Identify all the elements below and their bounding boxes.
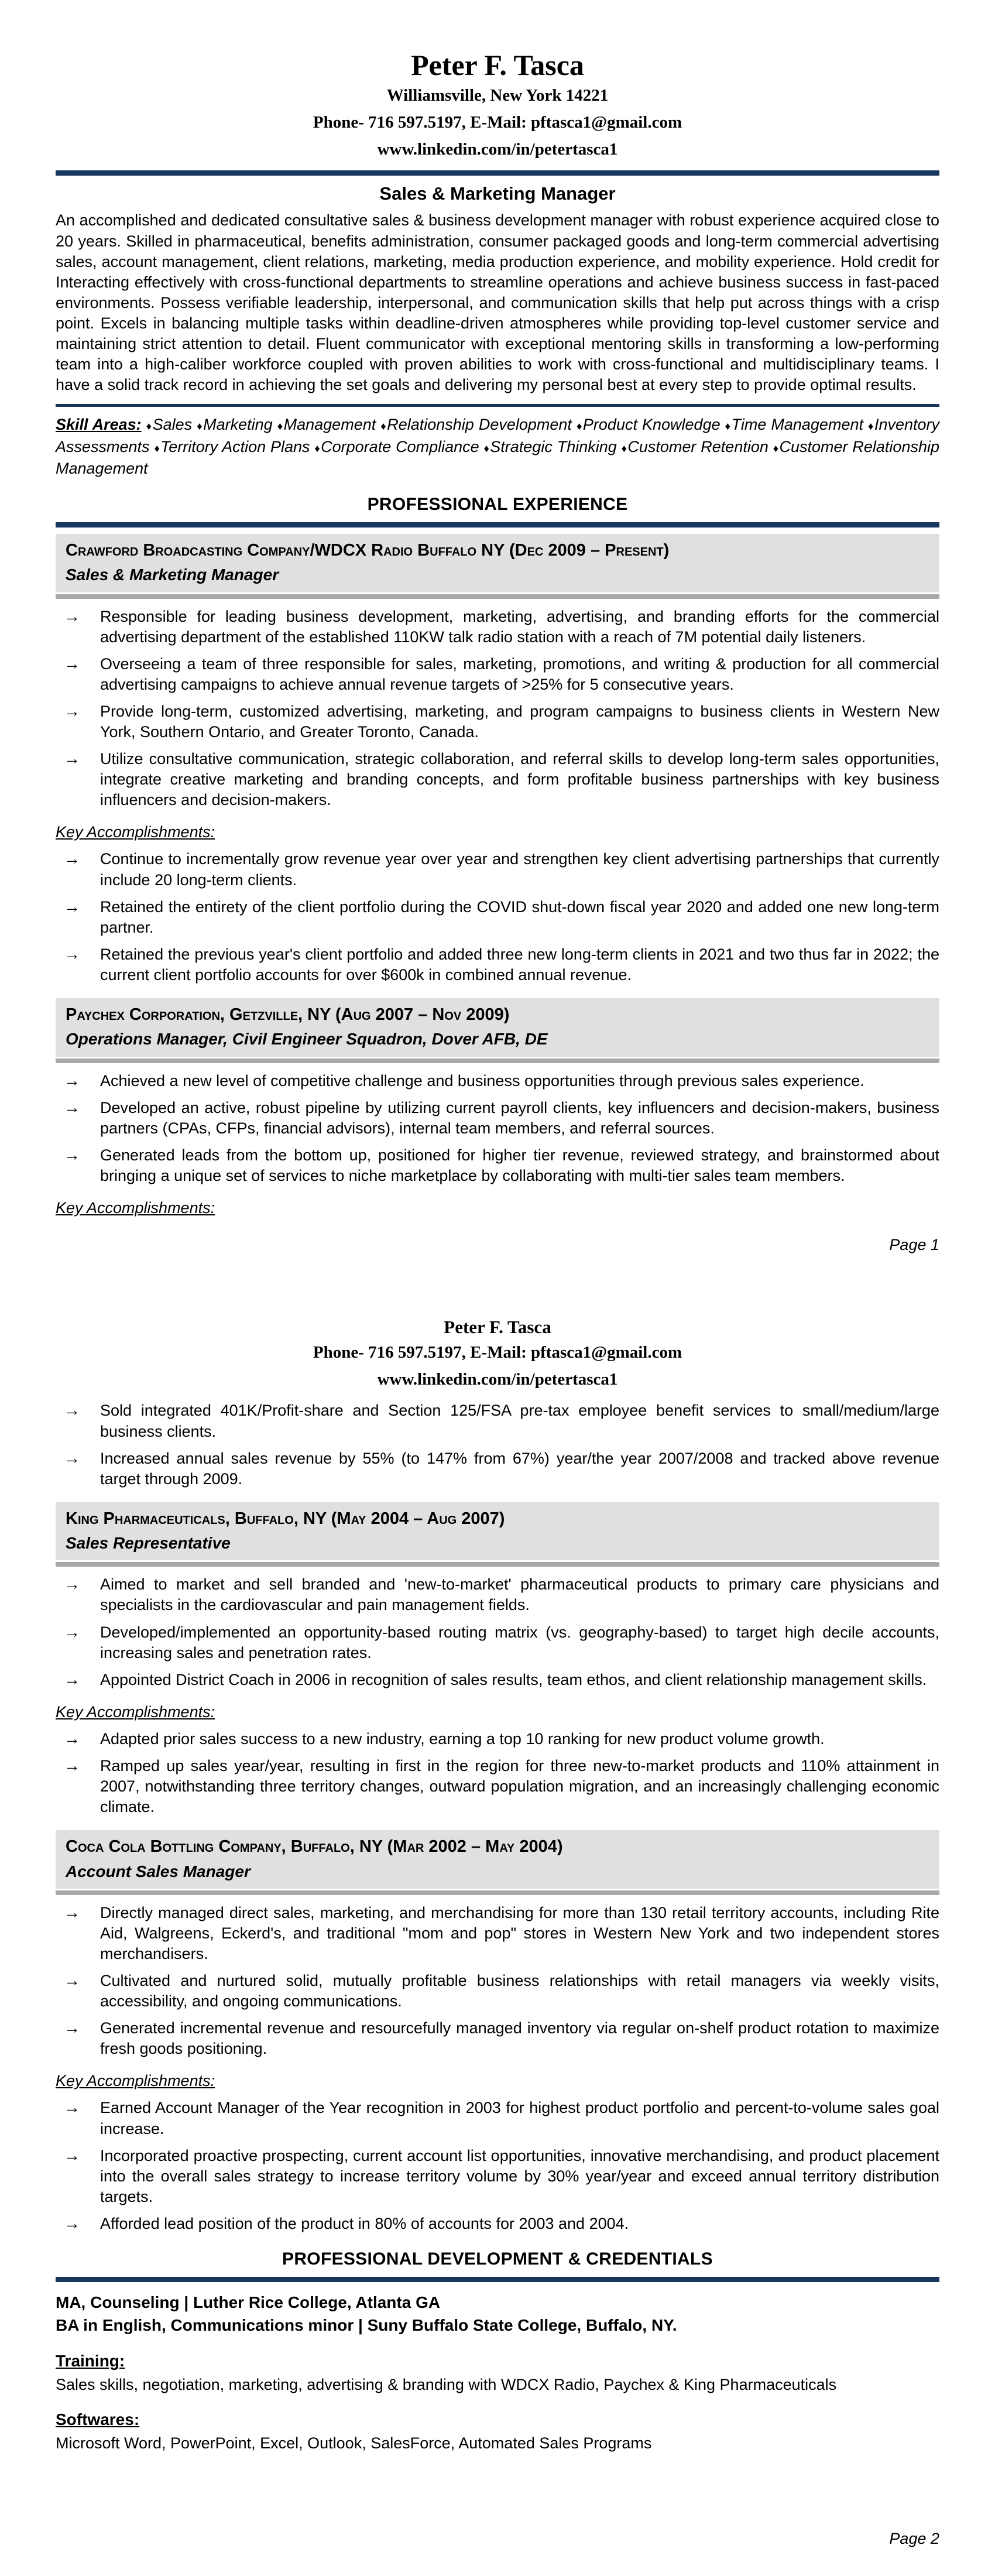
company-line: Paychex Corporation, Getzville, NY (Aug 2007 – Nov 2009) <box>66 1005 510 1024</box>
phone-email-line: Phone- 716 597.5197, E-Mail: pftasca1@gmail.com <box>313 1342 682 1362</box>
bullet-item: → Developed/implemented an opportunity-based routing matrix (vs. geography-based) to target high decile accounts, increasing sales and penetration rates. <box>56 1622 939 1663</box>
skill-item: ♦ Relationship Development <box>380 416 572 433</box>
skill-item: ♦ Corporate Compliance <box>314 438 479 455</box>
experience-divider <box>56 522 939 527</box>
summary-divider <box>56 404 939 407</box>
accomplishment-list <box>56 1400 939 1489</box>
resume-header-page2 <box>56 1288 939 1393</box>
bullet-item: → Adapted prior sales success to a new industry, earning a top 10 ranking for new product volume growth. <box>56 1729 939 1749</box>
section-heading-development: PROFESSIONAL DEVELOPMENT & CREDENTIALS <box>282 2249 713 2269</box>
page-number: Page 1 <box>889 1236 939 1253</box>
skill-item: ♦ Product Knowledge <box>577 416 720 433</box>
summary-paragraph: An accomplished and dedicated consultative sales & business development manager with robust experience acquired close to 20 years. Skilled in pharmaceutical, benefits administration, consumer packaged goods and long-term commercial advertising sales, account management, client relations, marketing, media production experience, and mobility experience. Hold credit for Interacting effectively with cross-functional departments to streamline operations and achieve business success in fast-paced environments. Possess verifiable leadership, interpersonal, and communication skills that help put across things with a crisp point. Excels in balancing multiple tasks within deadline-driven atmospheres while providing top-level customer service and maintaining strict attention to detail. Fluent communicator with exceptional mentoring skills in transforming a low-performing team into a high-caliber workforce coupled with proven abilities to work with cross-functional and multidisciplinary teams. I have a solid track record in achieving the set goals and delivering my personal best at every step to provide optimal results. <box>56 211 939 394</box>
skill-item: ♦ Management <box>277 416 376 433</box>
candidate-name: Peter F. Tasca <box>411 49 584 81</box>
phone-email-line: Phone- 716 597.5197, E-Mail: pftasca1@gmail.com <box>313 112 682 132</box>
education-line-ma: MA, Counseling | Luther Rice College, Atlanta GA <box>56 2293 441 2311</box>
job-bullet-list <box>56 607 939 811</box>
training-text: Sales skills, negotiation, marketing, advertising & branding with WDCX Radio, Paychex & King Pharmaceuticals <box>56 2376 837 2394</box>
linkedin-line: www.linkedin.com/in/petertasca1 <box>377 1369 618 1389</box>
skill-item: ♦ Territory Action Plans <box>154 438 310 455</box>
bullet-item: → Sold integrated 401K/Profit-share and Section 125/FSA pre-tax employee benefit services to small/medium/large business clients. <box>56 1400 939 1441</box>
job-header-paychex <box>56 998 939 1057</box>
skill-areas-label: Skill Areas: <box>56 416 142 434</box>
bullet-item: → Generated leads from the bottom up, positioned for higher tier revenue, reviewed strategy, and brainstormed about bringing a unique set of services to niche marketplace by collaborating with multi-tier sales team members. <box>56 1145 939 1186</box>
accomplishment-list <box>56 2098 939 2234</box>
bullet-item: → Directly managed direct sales, marketing, and merchandising for more than 130 retail territory accounts, including Rite Aid, Walgreens, Eckerd's, and traditional "mom and pop" stores in Western New York and two independent stores merchandisers. <box>56 1903 939 1964</box>
page-number: Page 2 <box>889 2530 939 2547</box>
skill-item: ♦ Inventory Assessments <box>56 416 939 455</box>
training-label: Training: <box>56 2352 125 2371</box>
bullet-item: → Retained the previous year's client portfolio and added three new long-term clients in 2021 and two thus far in 2022; the current client portfolio accounts for over $600k in combined annual revenue. <box>56 944 939 985</box>
bullet-item: → Overseeing a team of three responsible for sales, marketing, promotions, and writing & production for all commercial advertising campaigns to achieve annual revenue targets of >25% for 5 consecutive years. <box>56 654 939 695</box>
skill-item: ♦ Strategic Thinking <box>484 438 617 455</box>
job-header-underline <box>56 1562 939 1567</box>
accomplishment-list <box>56 1729 939 1817</box>
page-2 <box>0 1288 995 2576</box>
development-divider <box>56 2277 939 2282</box>
bullet-item: → Provide long-term, customized advertising, marketing, and program campaigns to business clients in Western New York, Southern Ontario, and Greater Toronto, Canada. <box>56 701 939 742</box>
skill-item: ♦ Sales <box>146 416 192 433</box>
job-title: Operations Manager, Civil Engineer Squadron, Dover AFB, DE <box>66 1030 548 1049</box>
job-bullet-list <box>56 1903 939 2060</box>
skill-item: ♦ Customer Relationship Management <box>56 438 939 477</box>
job-header-underline <box>56 594 939 599</box>
company-line: Crawford Broadcasting Company/WDCX Radio Buffalo NY (Dec 2009 – Present) <box>66 541 670 560</box>
bullet-item: → Ramped up sales year/year, resulting in first in the region for three new-to-market products and 110% attainment in 2007, notwithstanding three territory changes, outward population migration, and an increasingly challenging economic climate. <box>56 1756 939 1817</box>
key-accomplishments-label: Key Accomplishments: <box>56 1703 215 1721</box>
job-header-underline <box>56 1890 939 1895</box>
key-accomplishments-label: Key Accomplishments: <box>56 2072 215 2090</box>
bullet-item: → Cultivated and nurtured solid, mutually profitable business relationships with retail managers via weekly visits, accessibility, and ongoing communications. <box>56 1971 939 2012</box>
bullet-item: → Earned Account Manager of the Year recognition in 2003 for highest product portfolio and percent-to-volume sales goal increase. <box>56 2098 939 2139</box>
linkedin-line: www.linkedin.com/in/petertasca1 <box>377 139 618 159</box>
accomplishment-list <box>56 849 939 985</box>
bullet-item: → Afforded lead position of the product in 80% of accounts for 2003 and 2004. <box>56 2214 939 2234</box>
softwares-label: Softwares: <box>56 2410 140 2429</box>
job-title: Sales & Marketing Manager <box>66 566 279 584</box>
resume-header <box>56 0 939 163</box>
skill-item: ♦ Time Management <box>725 416 863 433</box>
job-header-king <box>56 1502 939 1561</box>
bullet-item: → Appointed District Coach in 2006 in recognition of sales results, team ethos, and client relationship management skills. <box>56 1670 939 1690</box>
address-line: Williamsville, New York 14221 <box>386 86 609 105</box>
key-accomplishments-label: Key Accomplishments: <box>56 823 215 841</box>
bullet-item: → Continue to incrementally grow revenue year over year and strengthen key client advertising partnerships that currently include 20 long-term clients. <box>56 849 939 890</box>
company-line: King Pharmaceuticals, Buffalo, NY (May 2004 – Aug 2007) <box>66 1509 505 1528</box>
skill-areas <box>56 414 939 479</box>
bullet-item: → Achieved a new level of competitive challenge and business opportunities through previous sales experience. <box>56 1071 939 1091</box>
job-bullet-list <box>56 1071 939 1186</box>
bullet-item: → Retained the entirety of the client portfolio during the COVID shut-down fiscal year 2020 and added one new long-term partner. <box>56 897 939 938</box>
job-bullet-list <box>56 1574 939 1690</box>
job-title: Account Sales Manager <box>66 1862 251 1880</box>
education-block <box>56 2291 939 2337</box>
key-accomplishments-label: Key Accomplishments: <box>56 1198 215 1217</box>
bullet-item: → Responsible for leading business development, marketing, advertising, and branding efforts for the commercial advertising department of the established 110KW talk radio station with a reach of 7M potential daily listeners. <box>56 607 939 648</box>
job-header-crawford <box>56 534 939 592</box>
bullet-item: → Developed an active, robust pipeline by utilizing current payroll clients, key influencers and decision-makers, business partners (CPAs, CFPs, financial advisors), internal team members, and referral sources. <box>56 1098 939 1139</box>
bullet-item: → Aimed to market and sell branded and 'new-to-market' pharmaceutical products to primary care physicians and specialists in the cardiovascular and pain management fields. <box>56 1574 939 1615</box>
bullet-item: → Utilize consultative communication, strategic collaboration, and referral skills to develop long-term sales opportunities, integrate creative marketing and branding concepts, and form profitable business partnerships with key business influencers and decision-makers. <box>56 749 939 810</box>
bullet-item: → Incorporated proactive prospecting, current account list opportunities, innovative merchandising, and product placement into the overall sales strategy to increase territory volume by 30% year/year and exceed annual territory distribution targets. <box>56 2146 939 2207</box>
company-line: Coca Cola Bottling Company, Buffalo, NY (Mar 2002 – May 2004) <box>66 1837 563 1856</box>
skill-item: ♦ Marketing <box>197 416 272 433</box>
section-heading-experience: PROFESSIONAL EXPERIENCE <box>367 495 628 515</box>
job-title: Sales Representative <box>66 1534 231 1553</box>
skill-item: ♦ Customer Retention <box>622 438 768 455</box>
role-title: Sales & Marketing Manager <box>379 183 616 204</box>
softwares-text: Microsoft Word, PowerPoint, Excel, Outlook, SalesForce, Automated Sales Programs <box>56 2434 652 2452</box>
bullet-item: → Generated incremental revenue and resourcefully managed inventory via regular on-shelf product rotation to maximize fresh goods positioning. <box>56 2018 939 2059</box>
candidate-name: Peter F. Tasca <box>444 1317 551 1337</box>
education-line-ba: BA in English, Communications minor | Suny Buffalo State College, Buffalo, NY. <box>56 2315 677 2334</box>
job-header-coca-cola <box>56 1830 939 1889</box>
bullet-item: → Increased annual sales revenue by 55% (to 147% from 67%) year/the year 2007/2008 and tracked above revenue target through 2009. <box>56 1448 939 1489</box>
header-divider <box>56 170 939 176</box>
job-header-underline <box>56 1059 939 1063</box>
